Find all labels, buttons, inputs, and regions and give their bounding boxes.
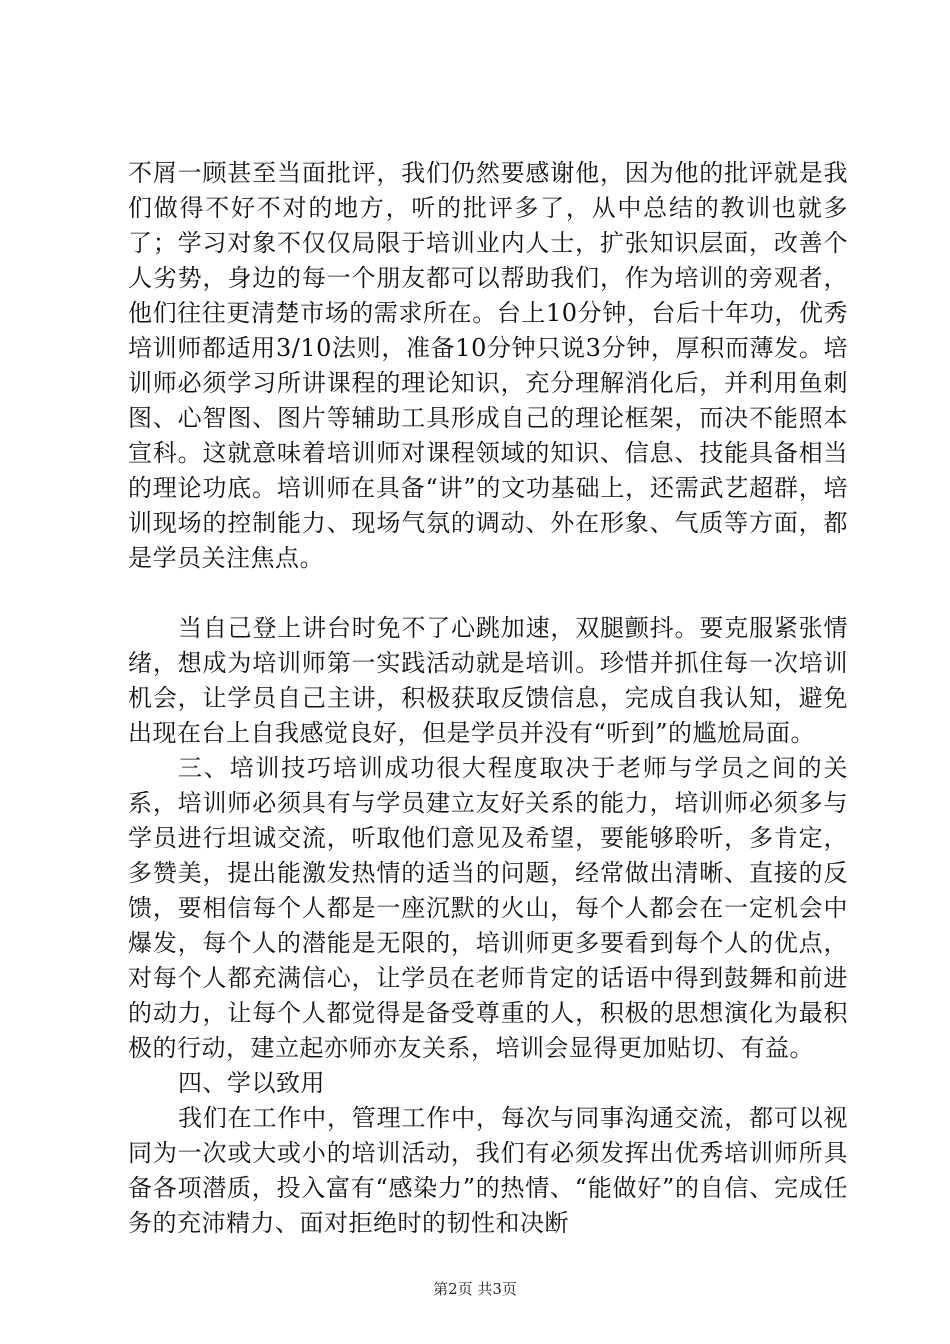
paragraph-apply-at-work: 我们在工作中，管理工作中，每次与同事沟通交流，都可以视同为一次或大或小的培训活动，我们有必须发挥出优秀培训师所具备各项潜质，投入富有“感染力”的热情、“能做好”的自信、完成任务的充沛精力、面对拒绝时的韧性和决断 bbox=[128, 1104, 848, 1237]
paragraph-training-skills: 三、培训技巧培训成功很大程度取决于老师与学员之间的关系，培训师必须具有与学员建立友好关系的能力，培训师必须多与学员进行坦诚交流，听取他们意见及希望，要能够聆听，多肯定，多赞美，提出能激发热情的适当的问题，经常做出清晰、直接的反馈，要相信每个人都是一座沉默的火山，每个人都会在一定机会中爆发，每个人的潜能是无限的，培训师更多要看到每个人的优点，对每个人都充满信心，让学员在老师肯定的话语中得到鼓舞和前进的动力，让每个人都觉得是备受尊重的人，积极的思想演化为最积极的行动，建立起亦师亦友关系，培训会显得更加贴切、有益。 bbox=[128, 754, 848, 1062]
paragraph-stage-nerves: 当自己登上讲台时免不了心跳加速，双腿颤抖。要克服紧张情绪，想成为培训师第一实践活动就是培训。珍惜并抓住每一次培训机会，让学员自己主讲，积极获取反馈信息，完成自我认知，避免出现在台上自我感觉良好，但是学员并没有“听到”的尴尬局面。 bbox=[128, 614, 848, 747]
page-footer: 第2页 共3页 bbox=[433, 1280, 517, 1298]
document-body bbox=[128, 156, 848, 1241]
section-heading-apply: 四、学以致用 bbox=[178, 1069, 325, 1097]
paragraph-continuation: 不屑一顾甚至当面批评，我们仍然要感谢他，因为他的批评就是我们做得不好不对的地方，听的批评多了，从中总结的教训也就多了；学习对象不仅仅局限于培训业内人士，扩张知识层面，改善个人劣势，身边的每一个朋友都可以帮助我们，作为培训的旁观者，他们往往更清楚市场的需求所在。台上10分钟，台后十年功，优秀培训师都适用3/10法则，准备10分钟只说3分钟，厚积而薄发。培训师必须学习所讲课程的理论知识，充分理解消化后，并利用鱼刺图、心智图、图片等辅助工具形成自己的理论框架，而决不能照本宣科。这就意味着培训师对课程领域的知识、信息、技能具备相当的理论功底。培训师在具备“讲”的文功基础上，还需武艺超群，培训现场的控制能力、现场气氛的调动、外在形象、气质等方面，都是学员关注焦点。 bbox=[128, 159, 848, 572]
